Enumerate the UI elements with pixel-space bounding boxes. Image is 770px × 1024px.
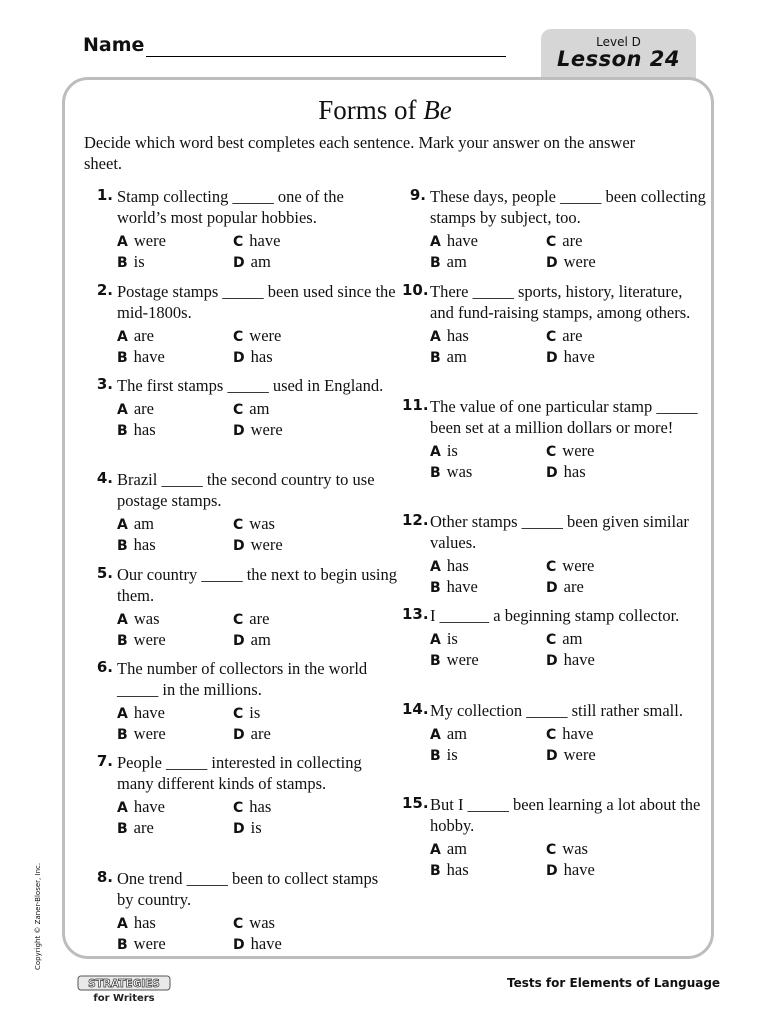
- option-d[interactable]: D am: [233, 252, 271, 271]
- title-italic: Be: [423, 95, 452, 125]
- option-d[interactable]: D am: [233, 630, 271, 649]
- strategies-logo: [76, 975, 176, 1003]
- question-10: [402, 281, 710, 367]
- option-b[interactable]: B is: [117, 252, 145, 271]
- option-c[interactable]: C were: [546, 441, 595, 460]
- option-c[interactable]: C are: [546, 326, 583, 345]
- question-text: The value of one particular stamp _____ been set at a million dollars or more!: [430, 397, 698, 437]
- option-a[interactable]: A am: [430, 839, 468, 858]
- option-b[interactable]: B were: [430, 650, 479, 669]
- question-number: 4.: [96, 469, 113, 487]
- question-text: There _____ sports, history, literature, and fund-raising stamps, among others.: [430, 282, 691, 322]
- option-a[interactable]: A has: [430, 326, 469, 345]
- question-number: 11.: [402, 396, 429, 414]
- option-c[interactable]: C am: [233, 399, 270, 418]
- question-number: 9.: [409, 186, 426, 204]
- option-c[interactable]: C was: [233, 514, 275, 533]
- option-b[interactable]: B were: [117, 724, 166, 743]
- copyright-notice: Copyright © Zaner-Bloser, Inc.: [34, 862, 42, 970]
- question-4: [96, 469, 397, 555]
- question-text: The first stamps _____ used in England.: [117, 376, 384, 395]
- question-text: Postage stamps _____ been used since the mid-1800s.: [117, 282, 396, 322]
- name-line: [146, 56, 506, 57]
- option-c[interactable]: C are: [233, 609, 270, 628]
- question-text: I ______ a beginning stamp collector.: [430, 606, 680, 625]
- option-a[interactable]: A have: [117, 703, 165, 722]
- question-number: 15.: [402, 794, 429, 812]
- option-a[interactable]: A has: [117, 913, 156, 932]
- option-b[interactable]: B were: [117, 630, 166, 649]
- option-b[interactable]: B have: [117, 347, 165, 366]
- question-number: 6.: [96, 658, 113, 676]
- question-8: [96, 868, 397, 954]
- option-d[interactable]: D are: [233, 724, 271, 743]
- option-c[interactable]: C have: [546, 724, 594, 743]
- option-a[interactable]: A was: [117, 609, 160, 628]
- question-number: 10.: [402, 281, 429, 299]
- name-label: Name: [83, 34, 145, 56]
- question-number: 12.: [402, 511, 429, 529]
- option-c[interactable]: C was: [233, 913, 275, 932]
- question-2: [96, 281, 397, 367]
- option-b[interactable]: B have: [430, 577, 478, 596]
- instructions: Decide which word best completes each sentence. Mark your answer on the answer sheet.: [84, 133, 636, 173]
- option-b[interactable]: B am: [430, 347, 467, 366]
- question-9: [409, 186, 710, 272]
- option-d[interactable]: D were: [233, 535, 283, 554]
- logo-top-text: STRATEGIES: [88, 978, 160, 990]
- option-b[interactable]: B was: [430, 462, 473, 481]
- option-a[interactable]: A am: [430, 724, 468, 743]
- option-d[interactable]: D have: [546, 347, 595, 366]
- question-text: People _____ interested in collecting many different kinds of stamps.: [117, 753, 362, 793]
- logo-bottom-text: for Writers: [93, 993, 155, 1003]
- option-c[interactable]: C were: [233, 326, 282, 345]
- option-c[interactable]: C am: [546, 629, 583, 648]
- option-d[interactable]: D have: [546, 650, 595, 669]
- question-text: These days, people _____ been collecting stamps by subject, too.: [430, 187, 706, 227]
- question-number: 2.: [96, 281, 113, 299]
- question-1: [96, 186, 397, 272]
- question-text: Brazil _____ the second country to use postage stamps.: [117, 470, 375, 510]
- lesson-text: Lesson 24: [556, 47, 681, 71]
- question-number: 1.: [96, 186, 113, 204]
- page-title: [0, 95, 770, 126]
- question-7: [96, 752, 397, 838]
- option-b[interactable]: B am: [430, 252, 467, 271]
- option-d[interactable]: D have: [546, 860, 595, 879]
- option-d[interactable]: D are: [546, 577, 584, 596]
- question-13: [402, 605, 710, 670]
- question-text: But I _____ been learning a lot about the hobby.: [430, 795, 701, 835]
- question-11: [402, 396, 710, 482]
- option-a[interactable]: A have: [430, 231, 478, 250]
- option-c[interactable]: C are: [546, 231, 583, 250]
- option-b[interactable]: B has: [117, 535, 156, 554]
- option-d[interactable]: D have: [233, 934, 282, 953]
- question-12: [402, 511, 710, 597]
- option-d[interactable]: D were: [233, 420, 283, 439]
- option-d[interactable]: D has: [546, 462, 586, 481]
- question-5: [96, 564, 398, 650]
- question-number: 13.: [402, 605, 429, 623]
- option-d[interactable]: D is: [233, 818, 262, 837]
- option-c[interactable]: C has: [233, 797, 272, 816]
- question-number: 3.: [96, 375, 113, 393]
- question-number: 8.: [96, 868, 113, 886]
- option-a[interactable]: A are: [117, 399, 154, 418]
- option-a[interactable]: A were: [117, 231, 166, 250]
- question-text: Stamp collecting _____ one of the world’s most popular hobbies.: [117, 187, 344, 227]
- question-text: The number of collectors in the world _____ in the millions.: [117, 659, 368, 699]
- title-main: Forms of: [318, 95, 417, 125]
- option-c[interactable]: C were: [546, 556, 595, 575]
- option-b[interactable]: B is: [430, 745, 458, 764]
- question-6: [96, 658, 397, 744]
- question-text: One trend _____ been to collect stamps by country.: [117, 869, 379, 909]
- option-d[interactable]: D has: [233, 347, 273, 366]
- footer-book-title: Tests for Elements of Language: [507, 976, 721, 990]
- option-a[interactable]: A is: [430, 629, 458, 648]
- question-number: 7.: [96, 752, 113, 770]
- option-c[interactable]: C was: [546, 839, 588, 858]
- question-number: 5.: [96, 564, 113, 582]
- option-b[interactable]: B has: [430, 860, 469, 879]
- option-d[interactable]: D were: [546, 745, 596, 764]
- option-c[interactable]: C is: [233, 703, 261, 722]
- option-a[interactable]: A has: [430, 556, 469, 575]
- option-a[interactable]: A have: [117, 797, 165, 816]
- option-d[interactable]: D were: [546, 252, 596, 271]
- option-a[interactable]: A are: [117, 326, 154, 345]
- level-text: Level D: [596, 35, 641, 49]
- question-text: Other stamps _____ been given similar values.: [430, 512, 689, 552]
- option-b[interactable]: B were: [117, 934, 166, 953]
- question-text: My collection _____ still rather small.: [430, 701, 683, 720]
- question-number: 14.: [402, 700, 429, 718]
- option-b[interactable]: B has: [117, 420, 156, 439]
- option-a[interactable]: A is: [430, 441, 458, 460]
- option-a[interactable]: A am: [117, 514, 155, 533]
- question-text: Our country _____ the next to begin using them.: [117, 565, 398, 605]
- option-c[interactable]: C have: [233, 231, 281, 250]
- question-3: [96, 375, 397, 440]
- question-14: [402, 700, 710, 765]
- question-15: [402, 794, 710, 880]
- option-b[interactable]: B are: [117, 818, 154, 837]
